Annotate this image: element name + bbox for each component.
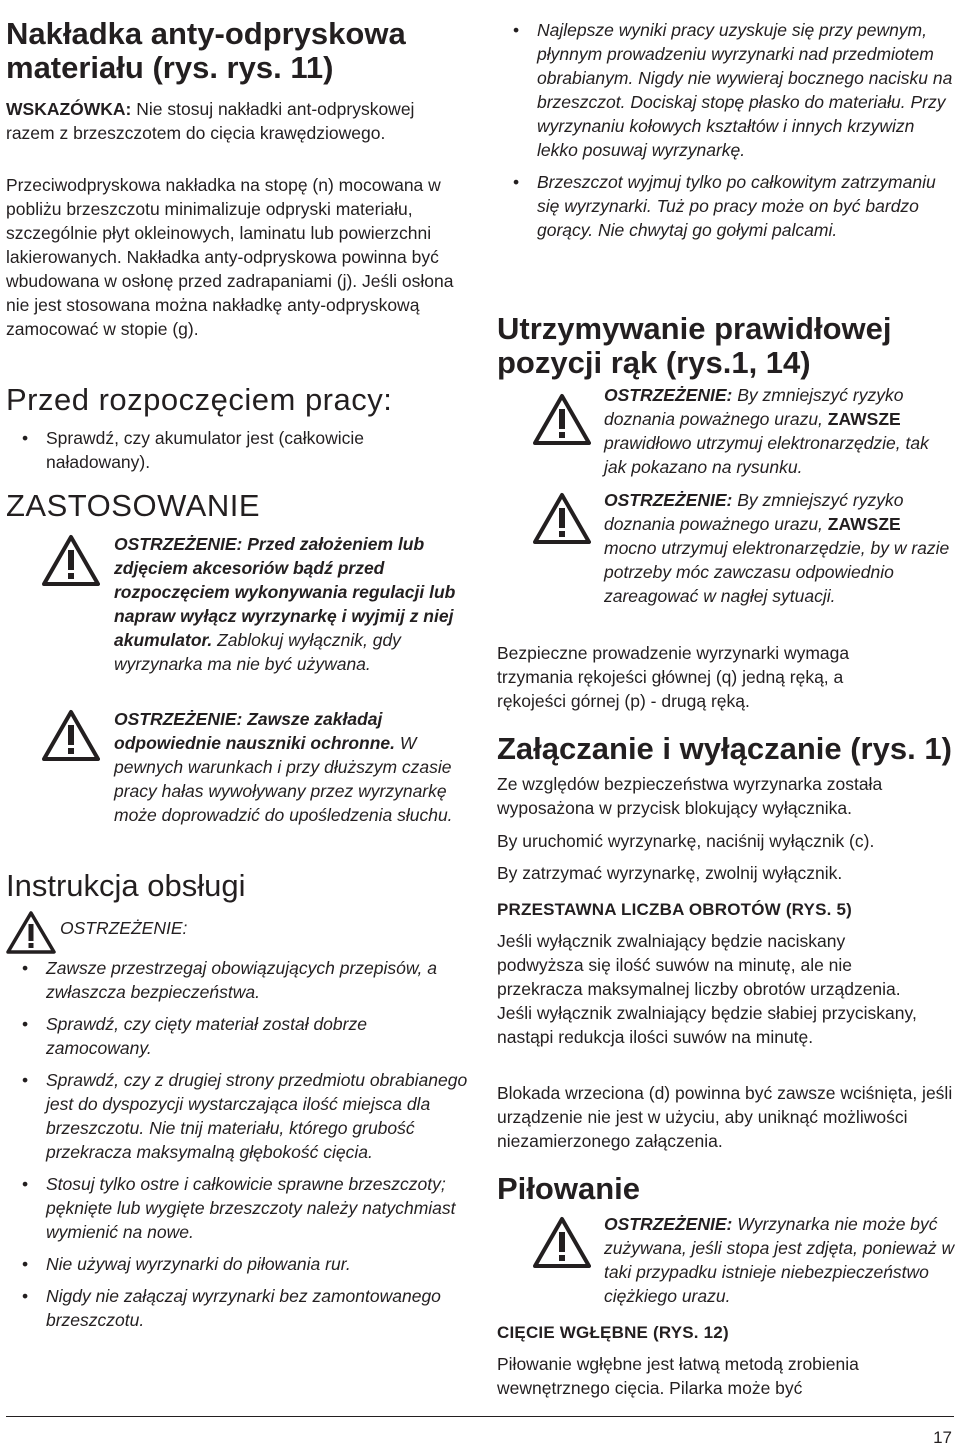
list-item-text: Stosuj tylko ostre i całkowicie sprawne brzeszczoty; pęknięte lub wygięte brzeszczoty należy natychmiast wymienić na nowe. bbox=[46, 1174, 456, 1242]
list-item bbox=[6, 1284, 472, 1332]
warning-triangle-icon bbox=[6, 910, 56, 954]
warning-rest-text: Zablokuj wyłącznik, gdy wyrzynarka ma nie być używana. bbox=[114, 630, 401, 674]
warning-hand-position-2 bbox=[497, 488, 955, 608]
warning-label: OSTRZEŻENIE: bbox=[604, 490, 733, 510]
warning-general bbox=[6, 910, 472, 940]
warning-triangle-icon bbox=[533, 492, 591, 544]
plunge-cut-paragraph: Piłowanie wgłębne jest łatwą metodą zrobienia wewnętrznego cięcia. Pilarka może być bbox=[497, 1354, 859, 1398]
list-item-text: Zawsze przestrzegaj obowiązujących przepisów, a zwłaszcza bezpieczeństwa. bbox=[46, 958, 438, 1002]
list-item-text: Nie używaj wyrzynarki do piłowania rur. bbox=[46, 1254, 351, 1274]
bullet-icon: • bbox=[513, 172, 520, 192]
list-item-text: Nigdy nie załączaj wyrzynarki bez zamontowanego brzeszczotu. bbox=[46, 1286, 441, 1330]
subheading-plunge-cut: CIĘCIE WGŁĘBNE (RYS. 12) bbox=[497, 1323, 729, 1342]
note-label: WSKAZÓWKA: bbox=[6, 99, 132, 119]
warning-hand-position-1 bbox=[497, 383, 955, 479]
list-item-text: Najlepsze wyniki pracy uzyskuje się przy pewnym, płynnym prowadzeniu wyrzynarki nad przedmiotem obrabianym. Nigdy nie wywieraj bocznego nacisku na brzeszczot. Dociskaj stopę płasko do materiału. Przy wyrzynaniu kołowych kształtów i innych krzywizn lekko posuwaj wyrzynarkę. bbox=[537, 20, 953, 160]
bullet-icon: • bbox=[22, 1254, 29, 1274]
warning-ear-protection bbox=[6, 707, 472, 827]
warning-bold-text: OSTRZEŻENIE: Zawsze zakładaj odpowiednie nauszniki ochronne. bbox=[114, 709, 395, 753]
warning-triangle-icon bbox=[533, 1216, 591, 1268]
heading-anti-splinter: Nakładka anty-odpryskowa materiału (rys. rys. 11) bbox=[6, 16, 406, 85]
warning-triangle-icon bbox=[42, 709, 100, 761]
warning-text bbox=[114, 707, 472, 827]
heading-sawing: Piłowanie bbox=[497, 1171, 640, 1206]
list-item bbox=[6, 1172, 472, 1244]
list-item-text: Sprawdź, czy cięty materiał został dobrze zamocowany. bbox=[46, 1014, 367, 1058]
warning-text bbox=[604, 383, 955, 479]
note-text: Nie stosuj nakładki ant-odpryskowej razem z brzeszczotem do cięcia krawędziowego. bbox=[6, 99, 415, 143]
tips-list bbox=[497, 18, 955, 242]
list-item bbox=[497, 170, 955, 242]
warning-accessories bbox=[6, 532, 472, 676]
instructions-list bbox=[6, 956, 472, 1332]
heading-hand-position: Utrzymywanie prawidłowej pozycji rąk (rys.1, 14) bbox=[497, 311, 892, 380]
bullet-icon: • bbox=[22, 1174, 29, 1194]
heading-application: ZASTOSOWANIE bbox=[6, 488, 261, 523]
switch-paragraph-3: By zatrzymać wyrzynarkę, zwolnij wyłącznik. bbox=[497, 863, 843, 883]
warning-triangle-icon bbox=[533, 393, 591, 445]
before-work-list bbox=[6, 426, 446, 474]
warning-text bbox=[604, 488, 955, 608]
bullet-icon: • bbox=[22, 1070, 29, 1090]
list-item-text: Sprawdź, czy z drugiej strony przedmiotu obrabianego jest do dyspozycji wystarczająca ilość miejsca dla brzeszczotu. Nie tnij materiału, którego grubość przekracza maksymalną głębokość cięcia. bbox=[46, 1070, 468, 1162]
warning-text-part: By zmniejszyć ryzyko doznania poważnego urazu, bbox=[604, 385, 904, 429]
list-item-text: Brzeszczot wyjmuj tylko po całkowitym zatrzymaniu się wyrzynarki. Tuż po pracy może on być bardzo gorący. Nie chwytaj go gołymi palcami. bbox=[537, 172, 936, 240]
list-item bbox=[497, 18, 955, 162]
warning-sawing bbox=[497, 1212, 955, 1308]
bullet-icon: • bbox=[22, 958, 29, 978]
heading-switching: Załączanie i wyłączanie (rys. 1) bbox=[497, 731, 952, 766]
warning-text-part: mocno utrzymuj elektronarzędzie, by w razie potrzeby móc zawczasu odpowiednio zareagować w nagłej sytuacji. bbox=[604, 538, 950, 606]
list-item bbox=[6, 1012, 472, 1060]
subheading-variable-speed: PRZESTAWNA LICZBA OBROTÓW (RYS. 5) bbox=[497, 900, 852, 919]
warning-text bbox=[114, 532, 472, 676]
list-item-text: Sprawdź, czy akumulator jest (całkowicie naładowany). bbox=[46, 428, 365, 472]
list-item bbox=[6, 956, 472, 1004]
warning-rest-text: W pewnych warunkach i przy dłuższym czasie pracy hałas wywoływany przez wyrzynarkę może doprowadzić do upośledzenia słuchu. bbox=[114, 733, 453, 825]
footer-rule bbox=[6, 1416, 954, 1417]
switch-paragraph-1: Ze względów bezpieczeństwa wyrzynarka została wyposażona w przycisk blokujący wyłącznika. bbox=[497, 774, 883, 818]
hand-position-body: Bezpieczne prowadzenie wyrzynarki wymaga trzymania rękojeści głównej (q) jedną ręką, a rękojeści górnej (p) - drugą ręką. bbox=[497, 643, 850, 711]
warning-emphasis: ZAWSZE bbox=[827, 409, 901, 429]
warning-label: OSTRZEŻENIE: bbox=[604, 385, 733, 405]
list-item bbox=[6, 426, 446, 474]
variable-speed-paragraph-1: Jeśli wyłącznik zwalniający będzie naciskany podwyższa się ilość suwów na minutę, ale nie przekracza maksymalnej liczby obrotów urządzenia. Jeśli wyłącznik zwalniający będzie słabiej przyciskany, nastąpi redukcja ilości suwów na minutę. bbox=[497, 931, 917, 1047]
bullet-icon: • bbox=[22, 1286, 29, 1306]
note-paragraph bbox=[6, 97, 446, 145]
warning-text-part: By zmniejszyć ryzyko doznania poważnego urazu, bbox=[604, 490, 904, 534]
bullet-icon: • bbox=[513, 20, 520, 40]
warning-emphasis: ZAWSZE bbox=[827, 514, 901, 534]
bullet-icon: • bbox=[22, 1014, 29, 1034]
switch-paragraph-2: By uruchomić wyrzynarkę, naciśnij wyłącznik (c). bbox=[497, 831, 875, 851]
warning-label: OSTRZEŻENIE: bbox=[60, 918, 188, 938]
page-number: 17 bbox=[933, 1428, 952, 1447]
heading-operating-instructions: Instrukcja obsługi bbox=[6, 868, 246, 903]
warning-text-part: Wyrzynarka nie może być zużywana, jeśli stopa jest zdjęta, ponieważ w taki przypadku istnieje niebezpieczeństwo ciężkiego urazu. bbox=[604, 1214, 955, 1306]
warning-bold-text: OSTRZEŻENIE: Przed założeniem lub zdjęciem akcesoriów bądź przed rozpoczęciem wykonywania regulacji lub napraw wyłącz wyrzynarkę i wyjmij z niej akumulator. bbox=[114, 534, 456, 650]
warning-label: OSTRZEŻENIE: bbox=[604, 1214, 733, 1234]
bullet-icon: • bbox=[22, 428, 29, 448]
list-item bbox=[6, 1252, 472, 1276]
variable-speed-paragraph-2: Blokada wrzeciona (d) powinna być zawsze wciśnięta, jeśli urządzenie nie jest w użyciu, aby uniknąć możliwości niezamierzonego załączenia. bbox=[497, 1083, 953, 1151]
list-item bbox=[6, 1068, 472, 1164]
warning-text-part: prawidłowo utrzymuj elektronarzędzie, tak jak pokazano na rysunku. bbox=[604, 433, 929, 477]
heading-before-work: Przed rozpoczęciem pracy: bbox=[6, 382, 393, 417]
warning-triangle-icon bbox=[42, 534, 100, 586]
anti-splinter-body: Przeciwodpryskowa nakładka na stopę (n) mocowana w pobliżu brzeszczotu minimalizuje odpryski materiału, szczególnie płyt okleinowych, laminatu lub powierzchni lakierowanych. Nakładka anty-odpryskowa powinna być wbudowana w osłonę przed zadrapaniami (j). Jeśli osłona nie jest stosowana można nakładkę anty-odpryskową zamocować w stopie (g). bbox=[6, 175, 454, 339]
warning-text bbox=[604, 1212, 955, 1308]
